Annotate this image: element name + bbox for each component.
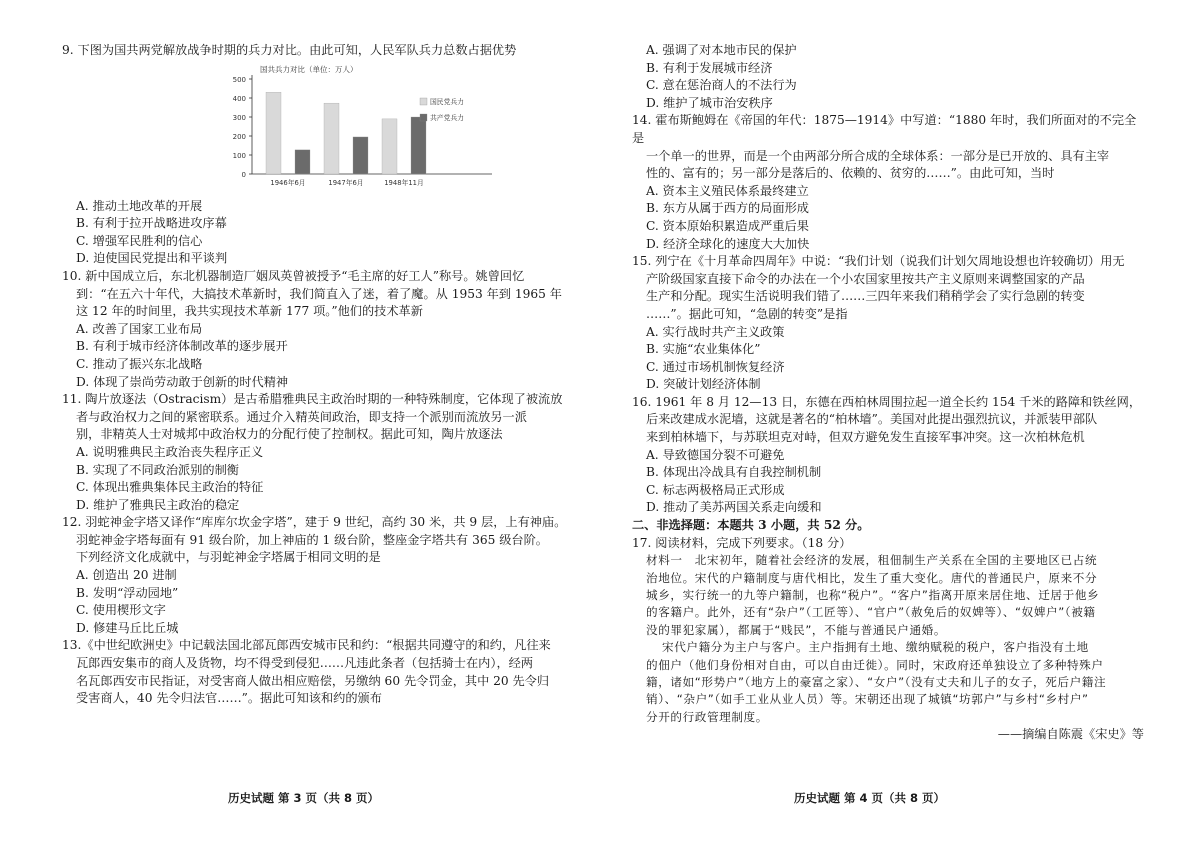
q17-material2-line-1: 宋代户籍分为主户与客户。主户指拥有土地、缴纳赋税的税户，客户指没有土地 <box>662 640 1089 655</box>
q16-option-b: B. 体现出冷战具有自我控制机制 <box>646 465 822 480</box>
q13-option-d: D. 维护了城市治安秩序 <box>646 95 773 110</box>
q9-option-a: A. 推动土地改革的开展 <box>76 198 203 213</box>
q17-material2-line-5: 分开的行政管理制度。 <box>646 709 768 724</box>
q15-stem-1: 15. 列宁在《十月革命四周年》中说：“我们计划（说我们计划欠周地设想也许较确切）用无 <box>632 254 1125 269</box>
legend-label: 共产党兵力 <box>430 113 464 122</box>
q10-stem-1: 10. 新中国成立后，东北机器制造厂姻凤英曾被授予“毛主席的好工人”称号。姚曾回忆 <box>62 268 525 283</box>
q14-option-b: B. 东方从属于西方的局面形成 <box>646 201 809 216</box>
q10-option-a: A. 改善了国家工业布局 <box>76 321 203 336</box>
q9-stem: 9. 下图为国共两党解放战争时期的兵力对比。由此可知，人民军队兵力总数占据优势 <box>62 43 517 57</box>
q17-material2-line-2: 的佃户（他们身份相对自由，可以自由迁徙）。同时，宋政府还单独设立了多种特殊户 <box>646 657 1104 672</box>
bar-kmt-2 <box>324 103 339 174</box>
q16-stem-1: 16. 1961 年 8 月 12—13 日，东德在西柏林周围拉起一道全长约 154 千米的路障和铁丝网， <box>632 394 1142 409</box>
y-tick-label: 0 <box>241 170 246 179</box>
q11-option-c: C. 体现出雅典集体民主政治的特征 <box>76 480 264 495</box>
bar-kmt-3 <box>382 118 397 173</box>
bar-chart <box>212 62 502 192</box>
left-page <box>62 42 574 708</box>
q12-option-d: D. 修建马丘比丘城 <box>76 620 179 635</box>
y-tick-label: 400 <box>232 94 246 103</box>
q11-stem-3: 别，非精英人士对城邦中政治权力的分配行使了控制权。据此可知，陶片放逐法 <box>76 427 503 442</box>
q12-stem-1: 12. 羽蛇神金字塔又译作“库库尔坎金字塔”，建于 9 世纪，高约 30 米，共 9 层，上有神庙。 <box>62 515 567 530</box>
q17-source: ——摘编自陈震《宋史》等 <box>997 727 1144 742</box>
y-tick-label: 500 <box>232 75 246 84</box>
section-heading: 二、非选择题：本题共 3 小题，共 52 分。 <box>632 518 870 533</box>
bar-kmt-1 <box>266 92 281 174</box>
q13-option-a: A. 强调了对本地市民的保护 <box>646 43 797 57</box>
q15-option-d: D. 突破计划经济体制 <box>646 377 761 392</box>
q15-stem-3: 生产和分配。现实生活说明我们错了……三四年来我们稍稍学会了实行急剧的转变 <box>646 289 1085 304</box>
q16-option-a: A. 导致德国分裂不可避免 <box>646 447 785 462</box>
q9-option-b: B. 有利于拉开战略进攻序幕 <box>76 216 227 231</box>
chart-bars <box>266 92 426 174</box>
q10-stem-3: 这 12 年的时间里，我共实现技术革新 177 项。”他们的技术革新 <box>76 304 423 319</box>
q13-stem-2: 瓦郎西安集市的商人及货物，均不得受到侵犯……凡违此条者（包括骑士在内），经两 <box>76 656 534 671</box>
q13-option-c: C. 意在惩治商人的不法行为 <box>646 78 797 93</box>
q17-material2-line-3: 籍，诸如“形势户”（地方上的豪富之家）、“女户”（没有丈夫和儿子的女子，死后户籍注 <box>646 675 1107 690</box>
q17-material2-line-4: 销）、“杂户”（如手工业从业人员）等。宋朝还出现了城镇“坊郭户”与乡村“乡村户” <box>646 692 1089 707</box>
right-page-footer: 历史试题 第 4 页（共 8 页） <box>794 791 946 805</box>
q15-stem-2: 产阶级国家直接下命令的办法在一个小农国家里按共产主义原则来调整国家的产品 <box>646 271 1085 286</box>
q14-option-c: C. 资本原始积累造成严重后果 <box>646 218 809 233</box>
q12-stem-3: 下列经济文化成就中，与羽蛇神金字塔属于相同文明的是 <box>76 550 381 565</box>
q11-stem-1: 11. 陶片放逐法（Ostracism）是古希腊雅典民主政治时期的一种特殊制度，它体现了被流放 <box>62 392 563 407</box>
left-page-footer: 历史试题 第 3 页（共 8 页） <box>228 791 380 805</box>
q15-option-c: C. 通过市场机制恢复经济 <box>646 359 785 374</box>
q17-stem: 17. 阅读材料，完成下列要求。（18 分） <box>632 535 852 550</box>
q13-stem-4: 受害商人，40 先令归法官……”。据此可知该和约的颁布 <box>76 691 382 706</box>
y-tick-label: 100 <box>232 151 246 160</box>
q14-option-d: D. 经济全球化的速度大大加快 <box>646 236 810 251</box>
y-tick-label: 200 <box>232 132 246 141</box>
legend-swatch <box>420 114 427 121</box>
legend-label: 国民党兵力 <box>430 97 464 106</box>
q9-option-d: D. 迫使国民党提出和平谈判 <box>76 251 228 266</box>
bar-cpc-3 <box>411 117 426 174</box>
q12-stem-2: 羽蛇神金字塔每面有 91 级台阶，加上神庙的 1 级台阶，整座金字塔共有 365 级台阶。 <box>76 532 548 547</box>
q17-material-line-3: 城乡，实行统一的九等户籍制，也称“税户”。“客户”指离开原来居住地、迁居于他乡 <box>646 588 1100 603</box>
q17-material-line-2: 治地位。宋代的户籍制度与唐代相比，发生了重大变化。唐代的普通民户，原来不分 <box>646 570 1098 585</box>
q12-option-a: A. 创造出 20 进制 <box>76 568 177 583</box>
q13-stem-3: 名瓦郎西安市民指证，对受害商人做出相应赔偿，另缴纳 60 先令罚金，其中 20 先令归 <box>76 673 550 688</box>
q14-stem-2: 一个单一的世界，而是一个由两部分所合成的全球体系：一部分是已开放的、具有主宰 <box>646 148 1110 163</box>
q10-option-c: C. 推动了振兴东北战略 <box>76 356 203 371</box>
bar-cpc-1 <box>295 149 310 173</box>
x-tick-label: 1948年11月 <box>384 178 424 187</box>
q12-option-b: B. 发明“浮动园地” <box>76 585 179 600</box>
q16-stem-3: 来到柏林墙下，与苏联坦克对峙，但双方避免发生直接军事冲突。这一次柏林危机 <box>646 430 1085 445</box>
right-page <box>632 42 1144 744</box>
q14-stem-3: 性的、富有的；另一部分是落后的、依赖的、贫穷的……”。由此可知，当时 <box>646 166 1055 181</box>
q17-material-line-1: 材料一 北宋初年，随着社会经济的发展，租佃制生产关系在全国的主要地区已占统 <box>646 553 1098 568</box>
q12-option-c: C. 使用楔形文字 <box>76 603 166 618</box>
q11-stem-2: 者与政治权力之间的紧密联系。通过介入精英间政治，即支持一个派别而流放另一派 <box>76 409 527 424</box>
q11-option-b: B. 实现了不同政治派别的制衡 <box>76 462 239 477</box>
q13-option-b: B. 有利于发展城市经济 <box>646 60 773 75</box>
q14-option-a: A. 资本主义殖民体系最终建立 <box>646 183 809 198</box>
q17-material-line-4: 的客籍户。此外，还有“杂户”（工匠等）、“官户”（赦免后的奴婢等）、“奴婢户”（被籍 <box>646 605 1096 620</box>
q9-option-c: C. 增强军民胜利的信心 <box>76 233 203 248</box>
q15-option-a: A. 实行战时共产主义政策 <box>646 324 785 339</box>
y-tick-label: 300 <box>232 113 246 122</box>
q10-option-b: B. 有利于城市经济体制改革的逐步展开 <box>76 339 288 354</box>
q16-option-d: D. 推动了美苏两国关系走向缓和 <box>646 500 822 515</box>
q11-option-a: A. 说明雅典民主政治丧失程序正义 <box>76 444 264 459</box>
bar-cpc-2 <box>353 137 368 174</box>
q13-stem-1: 13.《中世纪欧洲史》中记载法国北部瓦郎西安城市民和约：“根据共同遵守的和约，凡往来 <box>62 638 551 653</box>
q14-stem-1: 14. 霍布斯鲍姆在《帝国的年代：1875—1914》中写道：“1880 年时，我们所面对的不完全是 <box>632 113 1137 145</box>
q16-option-c: C. 标志两极格局正式形成 <box>646 482 785 497</box>
q15-option-b: B. 实施“农业集体化” <box>646 342 761 357</box>
q17-material-line-5: 没的罪犯家属），都属于“贱民”，不能与普通民户通婚。 <box>646 622 947 637</box>
q16-stem-2: 后来改建成水泥墙，这就是著名的“柏林墙”。美国对此提出强烈抗议，并派装甲部队 <box>646 412 1098 427</box>
q10-stem-2: 到：“在五六十年代，大搞技术革新时，我们简直入了迷，着了魔。从 1953 年到 1965 年 <box>76 286 562 301</box>
q11-option-d: D. 维护了雅典民主政治的稳定 <box>76 497 240 512</box>
x-tick-label: 1946年6月 <box>270 178 306 187</box>
x-tick-label: 1947年6月 <box>328 178 364 187</box>
q15-stem-4: ……”。据此可知，“急剧的转变”是指 <box>646 306 848 321</box>
legend-swatch <box>420 98 427 105</box>
q10-option-d: D. 体现了崇尚劳动敢于创新的时代精神 <box>76 374 289 389</box>
chart-title: 国共兵力对比（单位：万人） <box>260 64 358 74</box>
q9-chart-area <box>62 62 574 192</box>
